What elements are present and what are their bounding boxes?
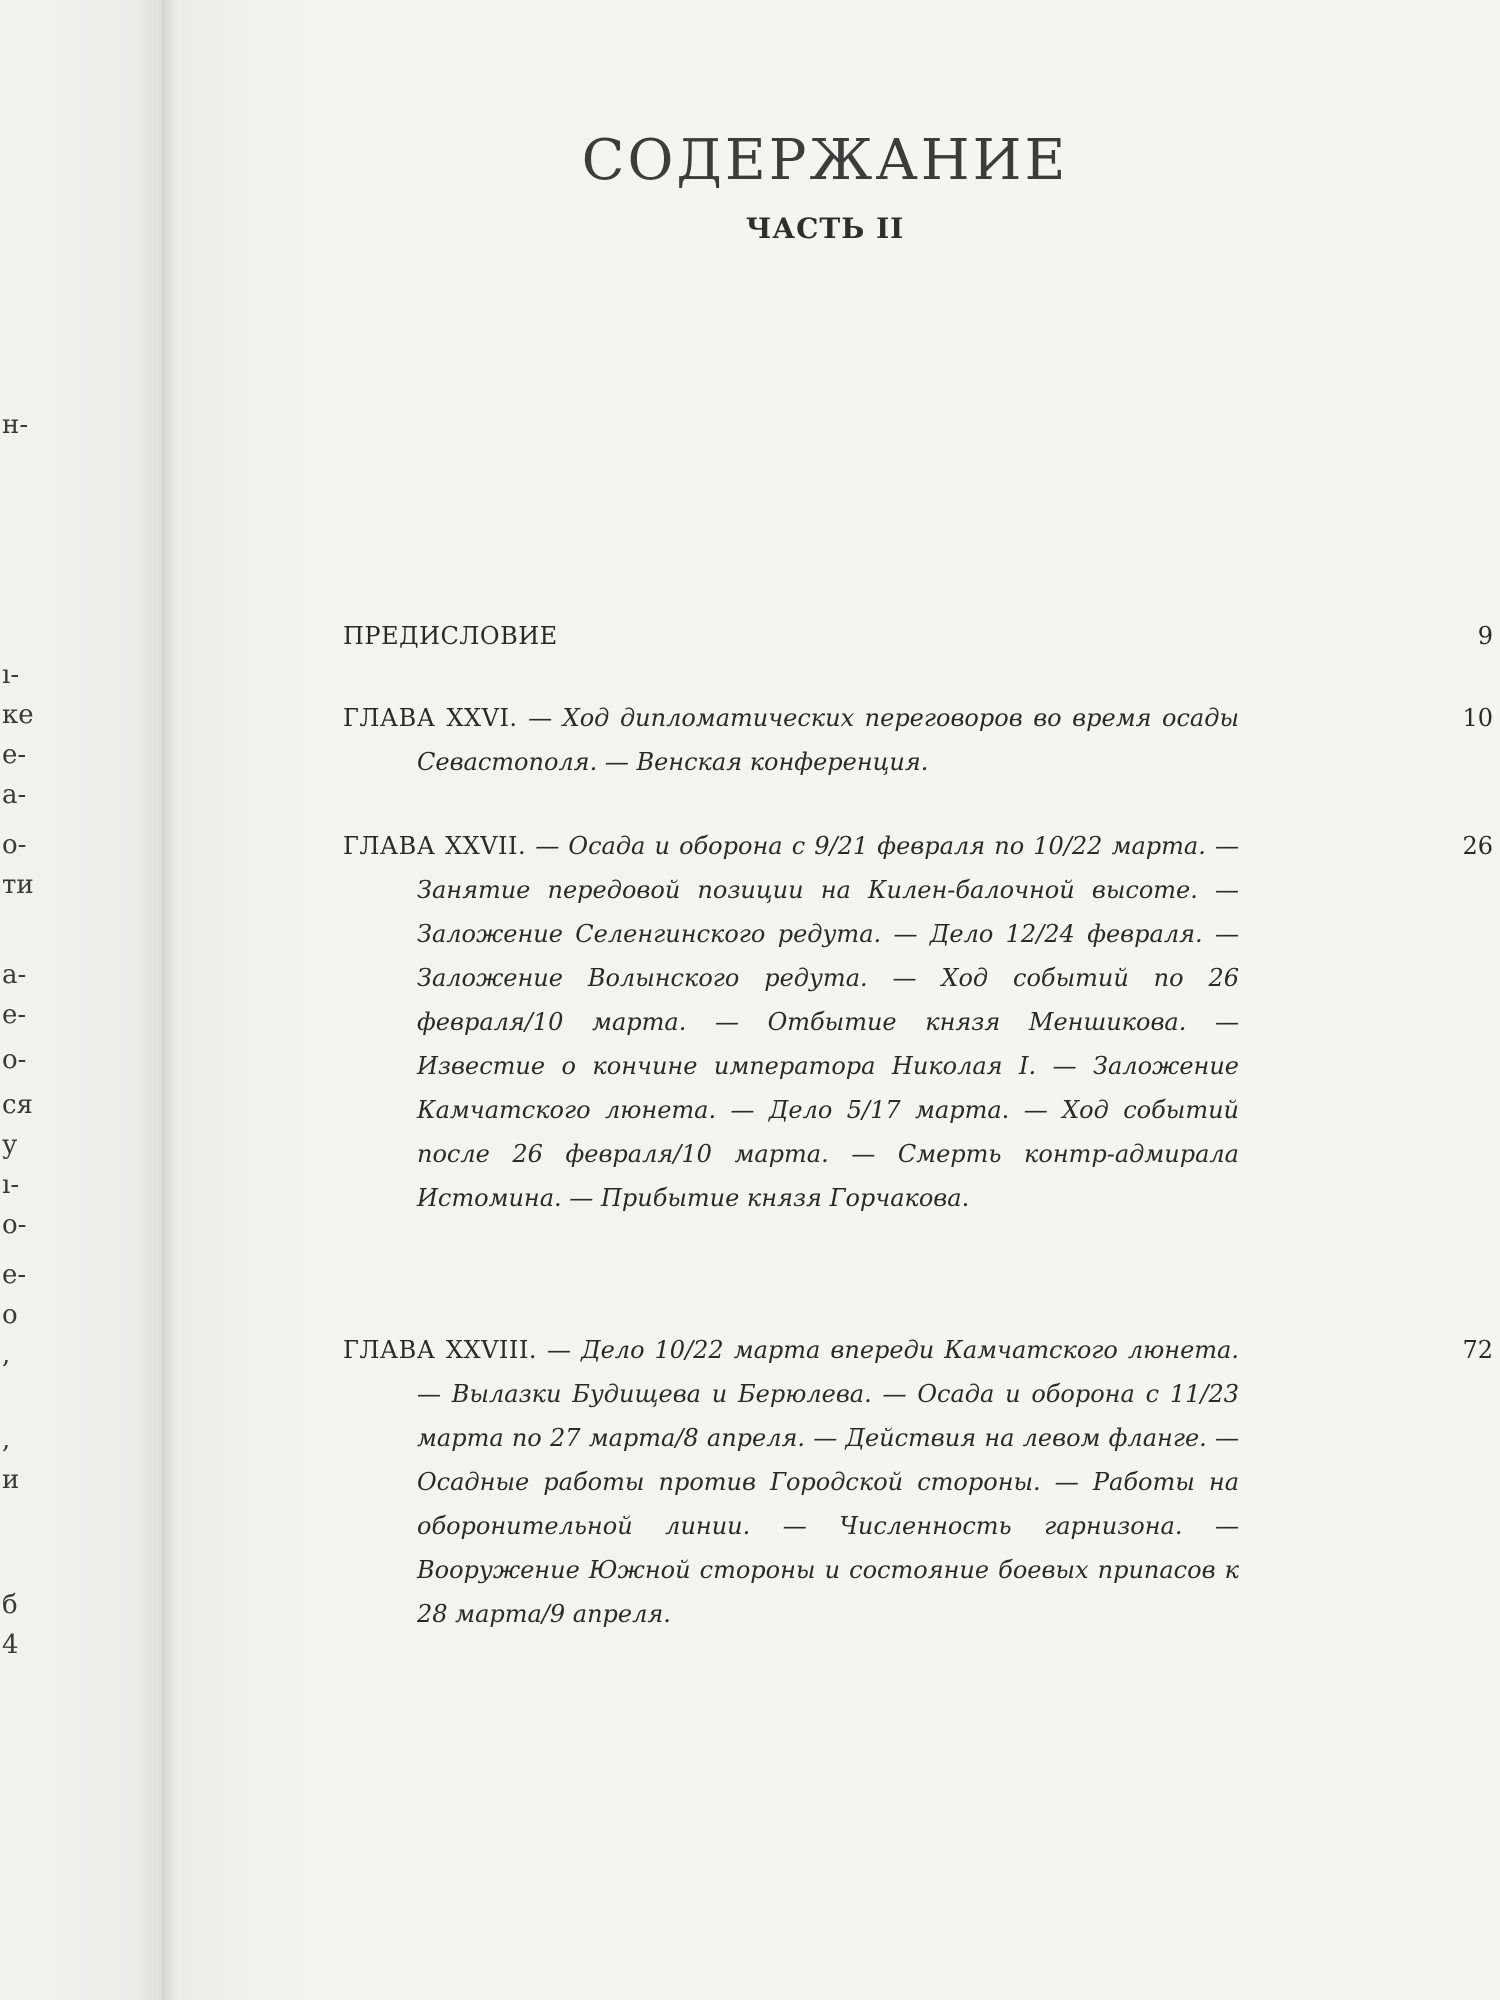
toc-entry-chapter-28[interactable] [343, 1328, 1493, 1636]
facing-page-fragment: е- [2, 1000, 27, 1030]
facing-page-fragment: о- [2, 1210, 27, 1240]
toc-entry-page-number: 72 [1462, 1336, 1493, 1364]
toc-entry-page-number: 9 [1477, 622, 1493, 650]
facing-page-fragment: о [2, 1300, 18, 1330]
facing-page-fragment: ти [2, 870, 34, 900]
toc-entry-label: ГЛАВА XXVII. [343, 832, 527, 860]
facing-page-fragment: н- [2, 410, 29, 440]
facing-page-fragment: , [2, 1340, 11, 1370]
facing-page-fragment: ı- [2, 660, 20, 690]
toc-entry-description: — Ход дипломатических переговоров во время осады Севастополя. — Венская конференция. [417, 704, 1239, 776]
facing-page [0, 0, 168, 2000]
toc-entry-label: ГЛАВА XXVI. [343, 704, 518, 732]
toc-entry-description: — Дело 10/22 марта впереди Камчатского люнета. — Вылазки Будищева и Берюлева. — Осада и оборона с 11/23 марта по 27 марта/8 апреля. — Действия на левом фланге. — Осадные работы против Городской стороны. — Работы на оборонительной линии. — Численность гарнизона. — Вооружение Южной стороны и состояние боевых припасов к 28 марта/9 апреля. [417, 1336, 1239, 1628]
book-gutter [162, 0, 180, 2000]
facing-page-fragment: о- [2, 830, 27, 860]
toc-entry-description: — Осада и оборона с 9/21 февраля по 10/22 марта. — Занятие передовой позиции на Килен-балочной высоте. — Заложение Селенгинского редута. — Дело 12/24 февраля. — Заложение Волынского редута. — Ход событий по 26 февраля/10 марта. — Отбытие князя Меншикова. — Известие о кончине императора Николая I. — Заложение Камчатского люнета. — Дело 5/17 марта. — Ход событий после 26 февраля/10 марта. — Смерть контр-адмирала Истомина. — Прибытие князя Горчакова. [417, 832, 1239, 1212]
facing-page-fragment: 4 [2, 1630, 19, 1660]
toc-entry-page-number: 26 [1462, 832, 1493, 860]
facing-page-fragment: ся [2, 1090, 33, 1120]
contents-page [180, 0, 1500, 2000]
toc-entry-chapter-27[interactable] [343, 824, 1493, 1220]
facing-page-fragment: е- [2, 1260, 27, 1290]
facing-page-fragment: , [2, 1425, 11, 1455]
page-title: СОДЕРЖАНИЕ [581, 128, 1069, 193]
toc-entry-label: ПРЕДИСЛОВИЕ [343, 622, 558, 650]
toc-entry-preface[interactable] [343, 614, 1493, 658]
facing-page-fragment: а- [2, 960, 27, 990]
facing-page-fragment: б [2, 1590, 18, 1620]
facing-page-fragment: и [2, 1465, 20, 1495]
toc-entry-label: ГЛАВА XXVIII. [343, 1336, 538, 1364]
facing-page-fragment: а- [2, 780, 27, 810]
facing-page-fragment: о- [2, 1045, 27, 1075]
facing-page-fragment: у [2, 1130, 18, 1160]
toc-entry-page-number: 10 [1462, 704, 1493, 732]
facing-page-fragment: ке [2, 700, 34, 730]
facing-page-fragment: ı- [2, 1170, 20, 1200]
part-heading: ЧАСТЬ II [745, 212, 905, 245]
facing-page-fragment: е- [2, 740, 27, 770]
toc-entry-chapter-26[interactable] [343, 696, 1493, 784]
